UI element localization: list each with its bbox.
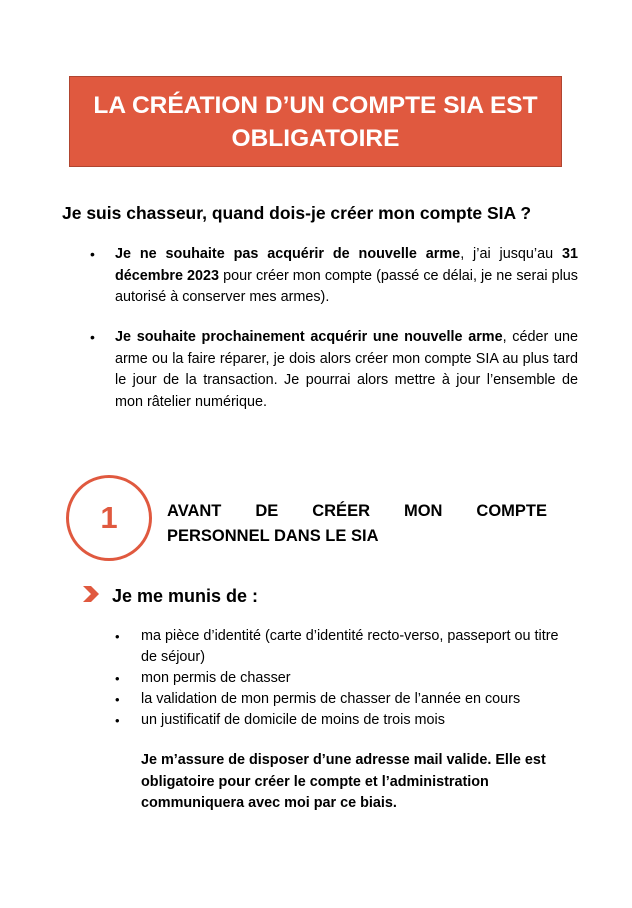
section-title bbox=[167, 499, 547, 549]
list-item bbox=[115, 626, 571, 668]
bullet-text: pour créer mon compte (passé ce délai, je ne serai plus autorisé à conserver mes armes). bbox=[115, 267, 578, 305]
section-title-line1: AVANT DE CRÉER MON COMPTE bbox=[167, 502, 547, 520]
info-list-1 bbox=[90, 244, 578, 309]
chevron-right-icon bbox=[81, 584, 101, 604]
title-banner bbox=[69, 76, 562, 167]
list-item-text: mon permis de chasser bbox=[141, 670, 291, 686]
step-number-circle bbox=[66, 475, 152, 561]
bullet-text: , j’ai jusqu’au bbox=[460, 246, 562, 262]
bullet-icon: • bbox=[90, 329, 95, 345]
bullet-bold-lead: Je souhaite prochainement acquérir une nouvelle arme bbox=[115, 329, 503, 345]
bullet-icon: • bbox=[90, 246, 95, 262]
list-item bbox=[115, 710, 571, 731]
bullet-icon: • bbox=[115, 629, 120, 644]
list-item-text: ma pièce d’identité (carte d’identité recto-verso, passeport ou titre de séjour) bbox=[141, 628, 559, 665]
page-title: LA CRÉATION D’UN COMPTE SIA EST OBLIGATOIRE bbox=[93, 91, 538, 152]
requirements-list bbox=[115, 626, 571, 731]
list-item-text: un justificatif de domicile de moins de trois mois bbox=[141, 712, 445, 728]
list-item bbox=[90, 327, 578, 413]
info-list-2 bbox=[90, 327, 578, 413]
list-item bbox=[115, 689, 571, 710]
bullet-icon: • bbox=[115, 713, 120, 728]
list-item bbox=[90, 244, 578, 309]
list-item-text: la validation de mon permis de chasser de l’année en cours bbox=[141, 691, 521, 707]
bullet-icon: • bbox=[115, 692, 120, 707]
section-title-line2: PERSONNEL DANS LE SIA bbox=[167, 527, 379, 545]
email-note: Je m’assure de disposer d’une adresse mail valide. Elle est obligatoire pour créer le compte et l’administration communiquera avec moi par ce biais. bbox=[141, 752, 546, 811]
munis-heading: Je me munis de : bbox=[112, 586, 259, 606]
question-heading: Je suis chasseur, quand dois-je créer mon compte SIA ? bbox=[62, 203, 532, 223]
bullet-bold-lead: Je ne souhaite pas acquérir de nouvelle arme bbox=[115, 246, 461, 262]
step-number: 1 bbox=[100, 500, 118, 535]
list-item bbox=[115, 668, 571, 689]
bullet-text: , céder une arme ou la faire réparer, je dois alors créer mon compte SIA au plus tard le jour de la transaction. Je pourrai alors mettre à jour l’ensemble de mon râtelier numérique. bbox=[115, 329, 578, 410]
bullet-icon: • bbox=[115, 671, 120, 686]
bullet-bold-date: 31 décembre 2023 bbox=[115, 246, 578, 284]
